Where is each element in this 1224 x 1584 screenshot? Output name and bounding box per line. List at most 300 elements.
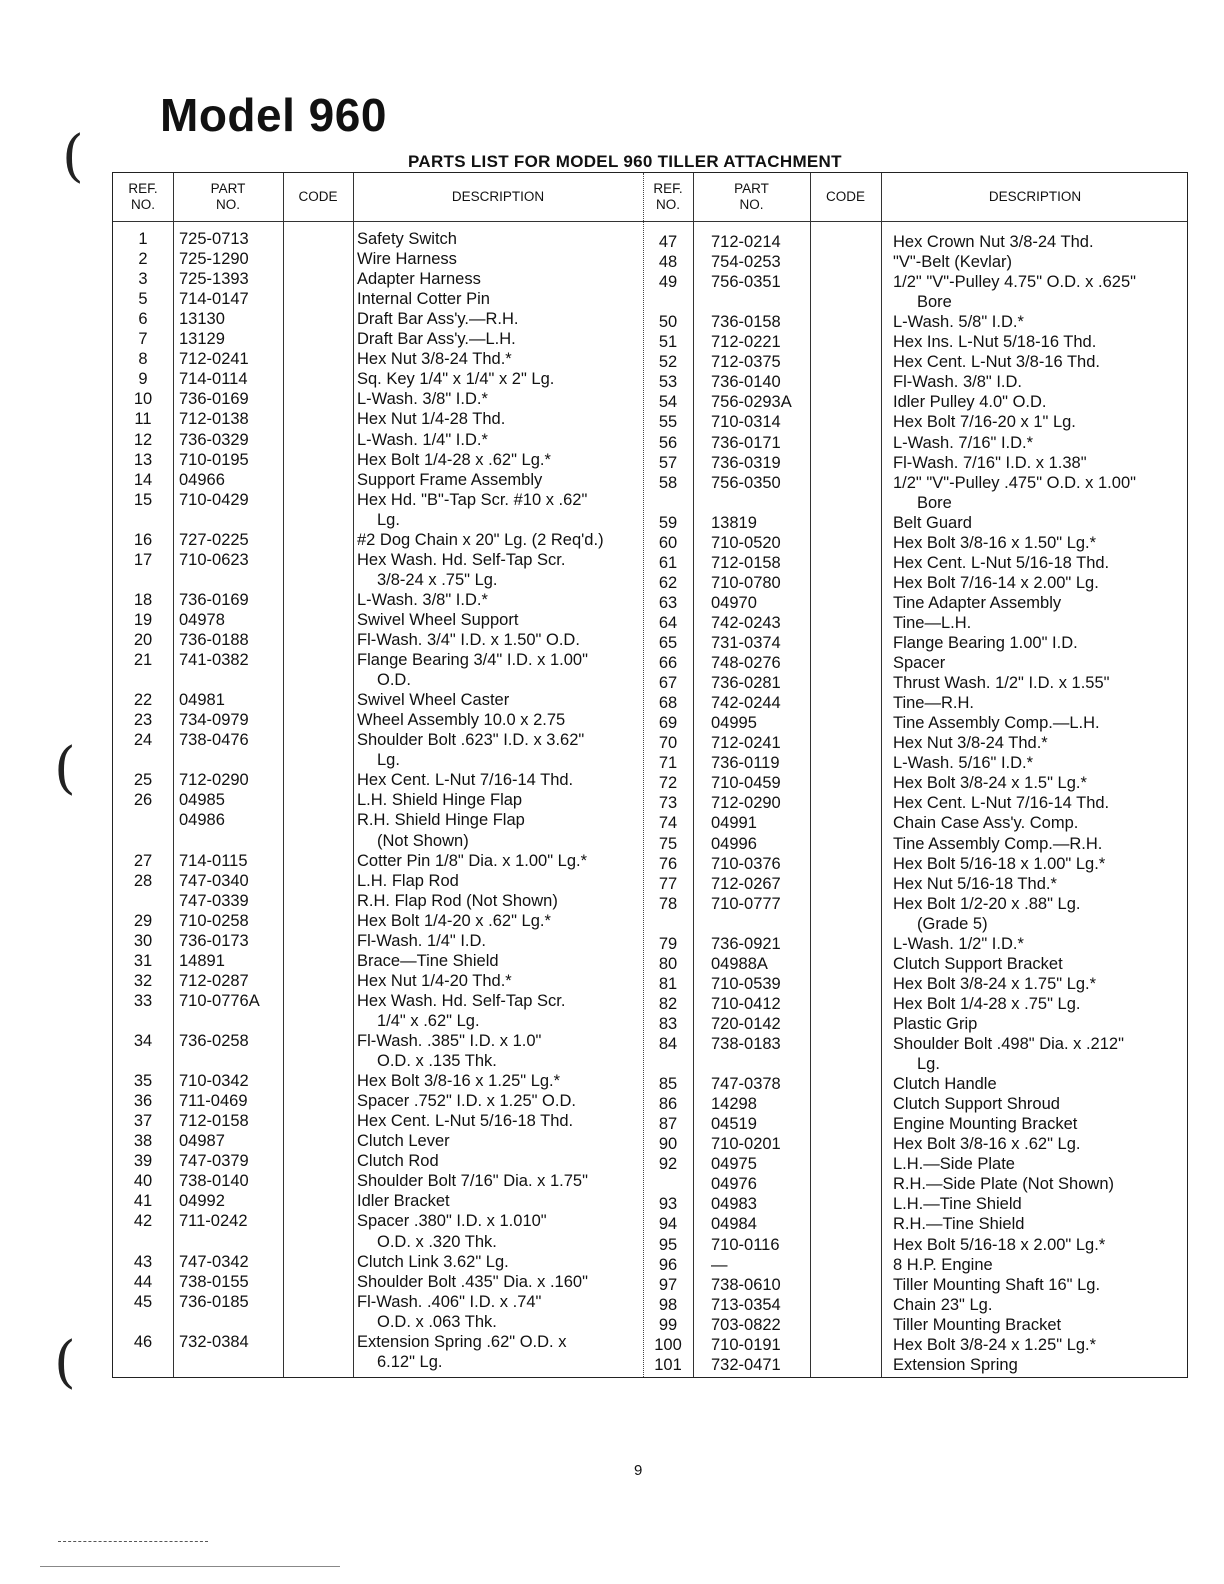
ref-no-cell: 17: [133, 550, 153, 569]
description-cell: Hex Bolt 1/4-28 x .75" Lg.: [893, 994, 1081, 1013]
description-cell: Idler Pulley 4.0" O.D.: [893, 393, 1047, 412]
part-no-cell: 04970: [711, 593, 757, 612]
description-cell: Hex Bolt 3/8-24 x 1.5" Lg.*: [893, 774, 1087, 793]
ref-no-cell: 6: [138, 310, 148, 329]
part-no-cell: 712-0267: [711, 874, 781, 893]
description-cell: Lg.: [917, 1055, 940, 1074]
part-no-cell: 756-0351: [711, 273, 781, 292]
ref-no-cell: 78: [658, 894, 678, 913]
description-cell: (Grade 5): [917, 914, 988, 933]
ref-no-cell: 75: [658, 834, 678, 853]
table-row: [113, 533, 1187, 553]
part-no-cell: 13819: [711, 513, 757, 532]
part-no-cell: 738-0183: [711, 1035, 781, 1053]
table-row: [113, 713, 1187, 733]
ref-no-cell: 45: [133, 1292, 153, 1311]
binder-hole-mark: (: [54, 1330, 76, 1395]
ref-no-cell: 62: [658, 573, 678, 592]
part-no-cell: 712-0221: [711, 333, 781, 352]
ref-no-cell: 90: [658, 1135, 678, 1154]
table-row: [113, 653, 1187, 673]
ref-no-cell: 97: [658, 1275, 678, 1294]
ref-no-cell: 82: [658, 994, 678, 1013]
table-row: [113, 1315, 1187, 1335]
ref-no-cell: 83: [658, 1014, 678, 1033]
table-row: [113, 934, 1187, 954]
description-cell: Fl-Wash. 1/4" I.D.: [357, 931, 487, 950]
description-cell: O.D. x .320 Thk.: [377, 1232, 497, 1251]
description-cell: "V"-Belt (Kevlar): [893, 253, 1012, 272]
part-no-cell: 736-0158: [711, 313, 781, 332]
ref-no-cell: 85: [658, 1075, 678, 1094]
table-row: [113, 553, 1187, 573]
table-row: [113, 1194, 1187, 1214]
part-no-cell: 736-0169: [179, 590, 249, 609]
part-no-cell: 710-0623: [179, 550, 249, 569]
description-cell: O.D. x .063 Thk.: [377, 1312, 497, 1331]
part-no-cell: 703-0822: [711, 1315, 781, 1334]
description-cell: Spacer .752" I.D. x 1.25" O.D.: [357, 1092, 576, 1111]
part-no-cell: 04966: [179, 470, 225, 489]
part-no-cell: 736-0319: [711, 453, 781, 472]
description-cell: R.H.—Side Plate (Not Shown): [893, 1175, 1115, 1194]
description-cell: L-Wash. 7/16" I.D.*: [893, 433, 1034, 452]
part-no-cell: 710-0342: [179, 1072, 249, 1091]
description-cell: 1/4" x .62" Lg.: [377, 1011, 480, 1030]
table-row: [113, 753, 1187, 773]
ref-no-cell: 34: [133, 1032, 153, 1050]
part-no-cell: 714-0114: [179, 370, 248, 389]
part-no-cell: 13129: [179, 330, 225, 349]
description-cell: L-Wash. 5/8" I.D.*: [893, 313, 1024, 332]
table-row: [113, 232, 1187, 252]
description-cell: Hex Cent. L-Nut 5/16-18 Thd.: [893, 553, 1110, 572]
ref-no-cell: 27: [133, 851, 153, 870]
description-cell: Fl-Wash. 3/4" I.D. x 1.50" O.D.: [357, 631, 580, 649]
header-ref-no: REF. NO.: [128, 181, 158, 212]
table-row: [113, 1054, 1187, 1074]
part-no-cell: 736-0169: [179, 390, 249, 409]
description-cell: Belt Guard: [893, 513, 972, 532]
part-no-cell: 712-0290: [179, 771, 249, 790]
description-cell: Hex Bolt 1/4-20 x .62" Lg.*: [357, 911, 551, 930]
description-cell: L-Wash. 3/8" I.D.*: [357, 390, 488, 409]
ref-no-cell: 74: [658, 814, 678, 833]
part-no-cell: 712-0287: [179, 971, 249, 990]
part-no-cell: 04519: [711, 1115, 757, 1134]
ref-no-cell: 70: [658, 734, 678, 753]
ref-no-cell: 54: [658, 393, 678, 412]
ref-no-cell: 15: [133, 490, 153, 509]
table-row: [113, 693, 1187, 713]
description-cell: Extension Spring .62" O.D. x: [357, 1332, 567, 1351]
description-cell: L.H. Flap Rod: [357, 871, 459, 890]
description-cell: Hex Hd. "B"-Tap Scr. #10 x .62": [357, 490, 588, 509]
ref-no-cell: 66: [658, 654, 678, 673]
part-no-cell: 747-0339: [179, 891, 249, 910]
description-cell: Clutch Lever: [357, 1132, 450, 1151]
table-row: [113, 1094, 1187, 1114]
description-cell: 6.12" Lg.: [377, 1352, 443, 1371]
ref-no-cell: 51: [658, 333, 678, 352]
ref-no-cell: 94: [658, 1215, 678, 1234]
table-row: [113, 954, 1187, 974]
part-no-cell: 04992: [179, 1192, 225, 1211]
description-cell: Hex Ins. L-Nut 5/18-16 Thd.: [893, 333, 1097, 352]
part-no-cell: 04976: [711, 1175, 757, 1194]
description-cell: Hex Crown Nut 3/8-24 Thd.: [893, 233, 1094, 251]
description-cell: L-Wash. 3/8" I.D.*: [357, 590, 488, 609]
description-cell: Hex Bolt 7/16-20 x 1" Lg.: [893, 413, 1076, 432]
part-no-cell: 732-0471: [711, 1355, 781, 1374]
description-cell: Hex Bolt 1/2-20 x .88" Lg.: [893, 894, 1081, 913]
description-cell: Hex Nut 3/8-24 Thd.*: [893, 734, 1048, 753]
table-row: [113, 352, 1187, 372]
description-cell: Hex Cent. L-Nut 7/16-14 Thd.: [893, 794, 1110, 813]
ref-no-cell: 37: [133, 1112, 153, 1131]
part-no-cell: 731-0374: [711, 634, 781, 652]
table-row: [113, 1074, 1187, 1094]
ref-no-cell: 63: [658, 593, 678, 612]
table-row: [113, 914, 1187, 934]
ref-no-cell: 68: [658, 694, 678, 713]
ref-no-cell: 35: [133, 1072, 153, 1091]
ref-no-cell: 22: [133, 691, 153, 710]
part-no-cell: 712-0241: [179, 350, 249, 369]
ref-no-cell: 69: [658, 714, 678, 733]
description-cell: Wheel Assembly 10.0 x 2.75: [357, 711, 566, 730]
description-cell: Fl-Wash. .406" I.D. x .74": [357, 1292, 542, 1311]
description-cell: Hex Bolt 3/8-16 x 1.50" Lg.*: [893, 533, 1097, 552]
description-cell: Hex Cent. L-Nut 3/8-16 Thd.: [893, 353, 1100, 372]
part-no-cell: 710-0314: [711, 413, 781, 432]
part-no-cell: 712-0158: [179, 1112, 249, 1131]
part-no-cell: 710-0777: [711, 894, 781, 913]
table-row: [113, 854, 1187, 874]
ref-no-cell: 80: [658, 954, 678, 973]
description-cell: Wire Harness: [357, 250, 457, 269]
description-cell: Internal Cotter Pin: [357, 290, 490, 309]
description-cell: Shoulder Bolt .498" Dia. x .212": [893, 1035, 1124, 1053]
ref-no-cell: 13: [133, 450, 153, 469]
table-row: [113, 392, 1187, 412]
description-cell: Spacer .380" I.D. x 1.010": [357, 1212, 547, 1231]
ref-no-cell: 79: [658, 934, 678, 953]
description-cell: Tiller Mounting Shaft 16" Lg.: [893, 1275, 1101, 1294]
description-cell: Tine Assembly Comp.—R.H.: [893, 834, 1103, 853]
description-cell: Engine Mounting Bracket: [893, 1115, 1078, 1134]
ref-no-cell: 100: [654, 1335, 682, 1354]
table-row: [113, 292, 1187, 312]
part-no-cell: 742-0244: [711, 694, 781, 713]
part-no-cell: 754-0253: [711, 253, 781, 272]
header-code: CODE: [298, 189, 338, 204]
part-no-cell: 742-0243: [711, 613, 781, 632]
part-no-cell: 738-0155: [179, 1272, 249, 1291]
description-cell: Swivel Wheel Support: [357, 610, 519, 629]
description-cell: Fl-Wash. 7/16" I.D. x 1.38": [893, 453, 1087, 472]
ref-no-cell: 29: [133, 911, 153, 930]
ref-no-cell: 81: [658, 974, 678, 993]
part-no-cell: 04995: [711, 714, 757, 733]
part-no-cell: 736-0281: [711, 674, 781, 693]
table-row: [113, 813, 1187, 833]
ref-no-cell: 40: [133, 1172, 153, 1191]
part-no-cell: 710-0201: [711, 1135, 781, 1154]
description-cell: Hex Bolt 3/8-24 x 1.75" Lg.*: [893, 974, 1097, 993]
description-cell: Brace—Tine Shield: [357, 951, 499, 970]
part-no-cell: 747-0378: [711, 1075, 781, 1094]
ref-no-cell: 43: [133, 1252, 153, 1271]
description-cell: Clutch Support Shroud: [893, 1095, 1060, 1114]
description-cell: Hex Bolt 3/8-16 x 1.25" Lg.*: [357, 1072, 561, 1091]
ref-no-cell: 46: [133, 1332, 153, 1351]
ref-no-cell: 23: [133, 711, 153, 730]
description-cell: Hex Cent. L-Nut 7/16-14 Thd.: [357, 771, 574, 790]
part-no-cell: 725-1393: [179, 270, 249, 289]
description-cell: Chain 23" Lg.: [893, 1295, 993, 1314]
ref-no-cell: 18: [133, 590, 153, 609]
part-no-cell: 712-0138: [179, 410, 249, 429]
ref-no-cell: 101: [654, 1355, 682, 1374]
part-no-cell: 04975: [711, 1155, 757, 1174]
ref-no-cell: 39: [133, 1152, 153, 1171]
part-no-cell: 734-0979: [179, 711, 249, 730]
table-row: [113, 633, 1187, 653]
binder-hole-mark: (: [62, 124, 84, 189]
table-row: [113, 332, 1187, 352]
part-no-cell: 738-0476: [179, 731, 249, 750]
part-no-cell: 736-0171: [711, 433, 781, 452]
ref-no-cell: 77: [658, 874, 678, 893]
description-cell: Hex Nut 1/4-28 Thd.: [357, 410, 506, 429]
part-no-cell: 736-0119: [711, 754, 780, 773]
part-no-cell: 710-0412: [711, 994, 781, 1013]
ref-no-cell: 56: [658, 433, 678, 452]
part-no-cell: 736-0140: [711, 373, 781, 392]
binder-hole-mark: (: [54, 736, 76, 801]
parts-table: [112, 172, 1188, 1378]
ref-no-cell: 20: [133, 631, 153, 649]
ref-no-cell: 10: [133, 390, 153, 409]
ref-no-cell: 52: [658, 353, 678, 372]
description-cell: Lg.: [377, 510, 400, 529]
description-cell: (Not Shown): [377, 831, 469, 850]
ref-no-cell: 65: [658, 634, 678, 652]
description-cell: Draft Bar Ass'y.—R.H.: [357, 310, 519, 329]
description-cell: Plastic Grip: [893, 1014, 978, 1033]
description-cell: 3/8-24 x .75" Lg.: [377, 570, 498, 589]
ref-no-cell: 71: [658, 754, 678, 773]
part-no-cell: 748-0276: [711, 654, 781, 673]
description-cell: Extension Spring: [893, 1355, 1018, 1374]
ref-no-cell: 93: [658, 1195, 678, 1214]
table-row: [113, 793, 1187, 813]
description-cell: Hex Nut 3/8-24 Thd.*: [357, 350, 512, 369]
ref-no-cell: 2: [138, 250, 148, 269]
table-row: [113, 433, 1187, 453]
description-cell: 8 H.P. Engine: [893, 1255, 993, 1274]
table-row: [113, 1014, 1187, 1034]
table-row: [113, 412, 1187, 432]
description-cell: Chain Case Ass'y. Comp.: [893, 814, 1079, 833]
part-no-cell: 736-0188: [179, 631, 249, 649]
ref-no-cell: 72: [658, 774, 678, 793]
description-cell: Tine—L.H.: [893, 613, 972, 632]
table-row: [113, 1235, 1187, 1255]
description-cell: Flange Bearing 1.00" I.D.: [893, 634, 1078, 652]
part-no-cell: 747-0340: [179, 871, 249, 890]
part-no-cell: 710-0780: [711, 573, 781, 592]
description-cell: Tine Assembly Comp.—L.H.: [893, 714, 1100, 733]
ref-no-cell: 16: [133, 530, 153, 549]
part-no-cell: 732-0384: [179, 1332, 249, 1351]
part-no-cell: 710-0191: [711, 1335, 781, 1354]
description-cell: #2 Dog Chain x 20" Lg. (2 Req'd.): [357, 530, 604, 549]
table-row: [113, 1255, 1187, 1275]
part-no-cell: 747-0379: [179, 1152, 249, 1171]
ref-no-cell: 59: [658, 513, 678, 532]
ref-no-cell: 1: [138, 230, 148, 248]
table-row: [113, 773, 1187, 793]
part-no-cell: 04996: [711, 834, 757, 853]
part-no-cell: 713-0354: [711, 1295, 781, 1314]
part-no-cell: 04986: [179, 811, 225, 830]
ref-no-cell: 44: [133, 1272, 153, 1291]
description-cell: Hex Bolt 7/16-14 x 2.00" Lg.: [893, 573, 1099, 592]
table-row: [113, 272, 1187, 292]
header-description: DESCRIPTION: [988, 189, 1082, 204]
part-no-cell: 727-0225: [179, 530, 249, 549]
part-no-cell: 04984: [711, 1215, 757, 1234]
header-part-no: PART NO.: [210, 181, 246, 212]
description-cell: Hex Nut 5/16-18 Thd.*: [893, 874, 1057, 893]
description-cell: Safety Switch: [357, 230, 457, 248]
ref-no-cell: 38: [133, 1132, 153, 1151]
part-no-cell: 04978: [179, 610, 225, 629]
table-row: [113, 1275, 1187, 1295]
ref-no-cell: 32: [133, 971, 153, 990]
header-ref-no: REF. NO.: [653, 181, 683, 212]
part-no-cell: 710-0539: [711, 974, 781, 993]
table-row: [113, 1114, 1187, 1134]
description-cell: Hex Cent. L-Nut 5/16-18 Thd.: [357, 1112, 574, 1131]
part-no-cell: 736-0921: [711, 934, 781, 953]
part-no-cell: 711-0242: [179, 1212, 248, 1231]
table-row: [113, 453, 1187, 473]
part-no-cell: 736-0173: [179, 931, 249, 950]
part-no-cell: 13130: [179, 310, 225, 329]
table-row: [113, 874, 1187, 894]
table-row: [113, 513, 1187, 533]
description-cell: L-Wash. 1/2" I.D.*: [893, 934, 1024, 953]
description-cell: Hex Bolt 5/16-18 x 1.00" Lg.*: [893, 854, 1106, 873]
description-cell: Cotter Pin 1/8" Dia. x 1.00" Lg.*: [357, 851, 588, 870]
ref-no-cell: 50: [658, 313, 678, 332]
description-cell: L.H. Shield Hinge Flap: [357, 791, 523, 810]
description-cell: Clutch Link 3.62" Lg.: [357, 1252, 509, 1271]
description-cell: Support Frame Assembly: [357, 470, 543, 489]
description-cell: Flange Bearing 3/4" I.D. x 1.00": [357, 651, 588, 670]
description-cell: L-Wash. 1/4" I.D.*: [357, 430, 488, 449]
part-no-cell: 711-0469: [179, 1092, 248, 1111]
ref-no-cell: 33: [133, 991, 153, 1010]
ref-no-cell: 31: [133, 951, 153, 970]
part-no-cell: 04991: [711, 814, 757, 833]
description-cell: Hex Bolt 1/4-28 x .62" Lg.*: [357, 450, 551, 469]
ref-no-cell: 76: [658, 854, 678, 873]
description-cell: 1/2" "V"-Pulley .475" O.D. x 1.00": [893, 473, 1136, 492]
page-title: Model 960: [160, 89, 387, 141]
description-cell: Clutch Support Bracket: [893, 954, 1063, 973]
header-description: DESCRIPTION: [451, 189, 545, 204]
description-cell: Shoulder Bolt .435" Dia. x .160": [357, 1272, 588, 1291]
part-no-cell: 04983: [711, 1195, 757, 1214]
description-cell: O.D.: [377, 671, 411, 690]
part-no-cell: 710-0195: [179, 450, 249, 469]
table-row: [113, 974, 1187, 994]
description-cell: Hex Bolt 3/8-24 x 1.25" Lg.*: [893, 1335, 1097, 1354]
ref-no-cell: 64: [658, 613, 678, 632]
description-cell: Tine Adapter Assembly: [893, 593, 1062, 612]
description-cell: Swivel Wheel Caster: [357, 691, 510, 710]
description-cell: Lg.: [377, 751, 400, 770]
part-no-cell: 712-0375: [711, 353, 781, 372]
table-row: [113, 473, 1187, 493]
description-cell: Fl-Wash. 3/8" I.D.: [893, 373, 1023, 392]
parts-list-title: PARTS LIST FOR MODEL 960 TILLER ATTACHMENT: [408, 152, 842, 171]
ref-no-cell: 21: [133, 651, 153, 670]
table-row: [113, 733, 1187, 753]
part-no-cell: 725-0713: [179, 230, 249, 248]
part-no-cell: 756-0350: [711, 473, 781, 492]
ref-no-cell: 30: [133, 931, 153, 950]
description-cell: Hex Bolt 3/8-16 x .62" Lg.: [893, 1135, 1081, 1154]
description-cell: Hex Nut 1/4-20 Thd.*: [357, 971, 512, 990]
part-no-cell: 14298: [711, 1095, 757, 1114]
part-no-cell: 04987: [179, 1132, 225, 1151]
ref-no-cell: 60: [658, 533, 678, 552]
part-no-cell: 720-0142: [711, 1014, 781, 1033]
table-row: [113, 573, 1187, 593]
description-cell: L-Wash. 5/16" I.D.*: [893, 754, 1034, 773]
ref-no-cell: 28: [133, 871, 153, 890]
ref-no-cell: 25: [133, 771, 153, 790]
part-no-cell: 714-0147: [179, 290, 249, 309]
part-no-cell: 712-0241: [711, 734, 781, 753]
part-no-cell: —: [711, 1255, 728, 1274]
ref-no-cell: 58: [658, 473, 678, 492]
part-no-cell: 714-0115: [179, 851, 248, 870]
table-row: [113, 372, 1187, 392]
description-cell: Hex Wash. Hd. Self-Tap Scr.: [357, 550, 566, 569]
ref-no-cell: 47: [658, 233, 678, 251]
part-no-cell: 712-0214: [711, 233, 781, 251]
description-cell: Clutch Rod: [357, 1152, 439, 1171]
header-code: CODE: [825, 189, 865, 204]
description-cell: Shoulder Bolt 7/16" Dia. x 1.75": [357, 1172, 588, 1191]
part-no-cell: 738-0610: [711, 1275, 781, 1294]
part-no-cell: 710-0116: [711, 1235, 780, 1254]
part-no-cell: 736-0329: [179, 430, 249, 449]
ref-no-cell: 49: [658, 273, 678, 292]
description-cell: O.D. x .135 Thk.: [377, 1052, 497, 1071]
table-row: [113, 613, 1187, 633]
ref-no-cell: 95: [658, 1235, 678, 1254]
part-no-cell: 738-0140: [179, 1172, 249, 1191]
part-no-cell: 710-0376: [711, 854, 781, 873]
description-cell: Adapter Harness: [357, 270, 481, 289]
